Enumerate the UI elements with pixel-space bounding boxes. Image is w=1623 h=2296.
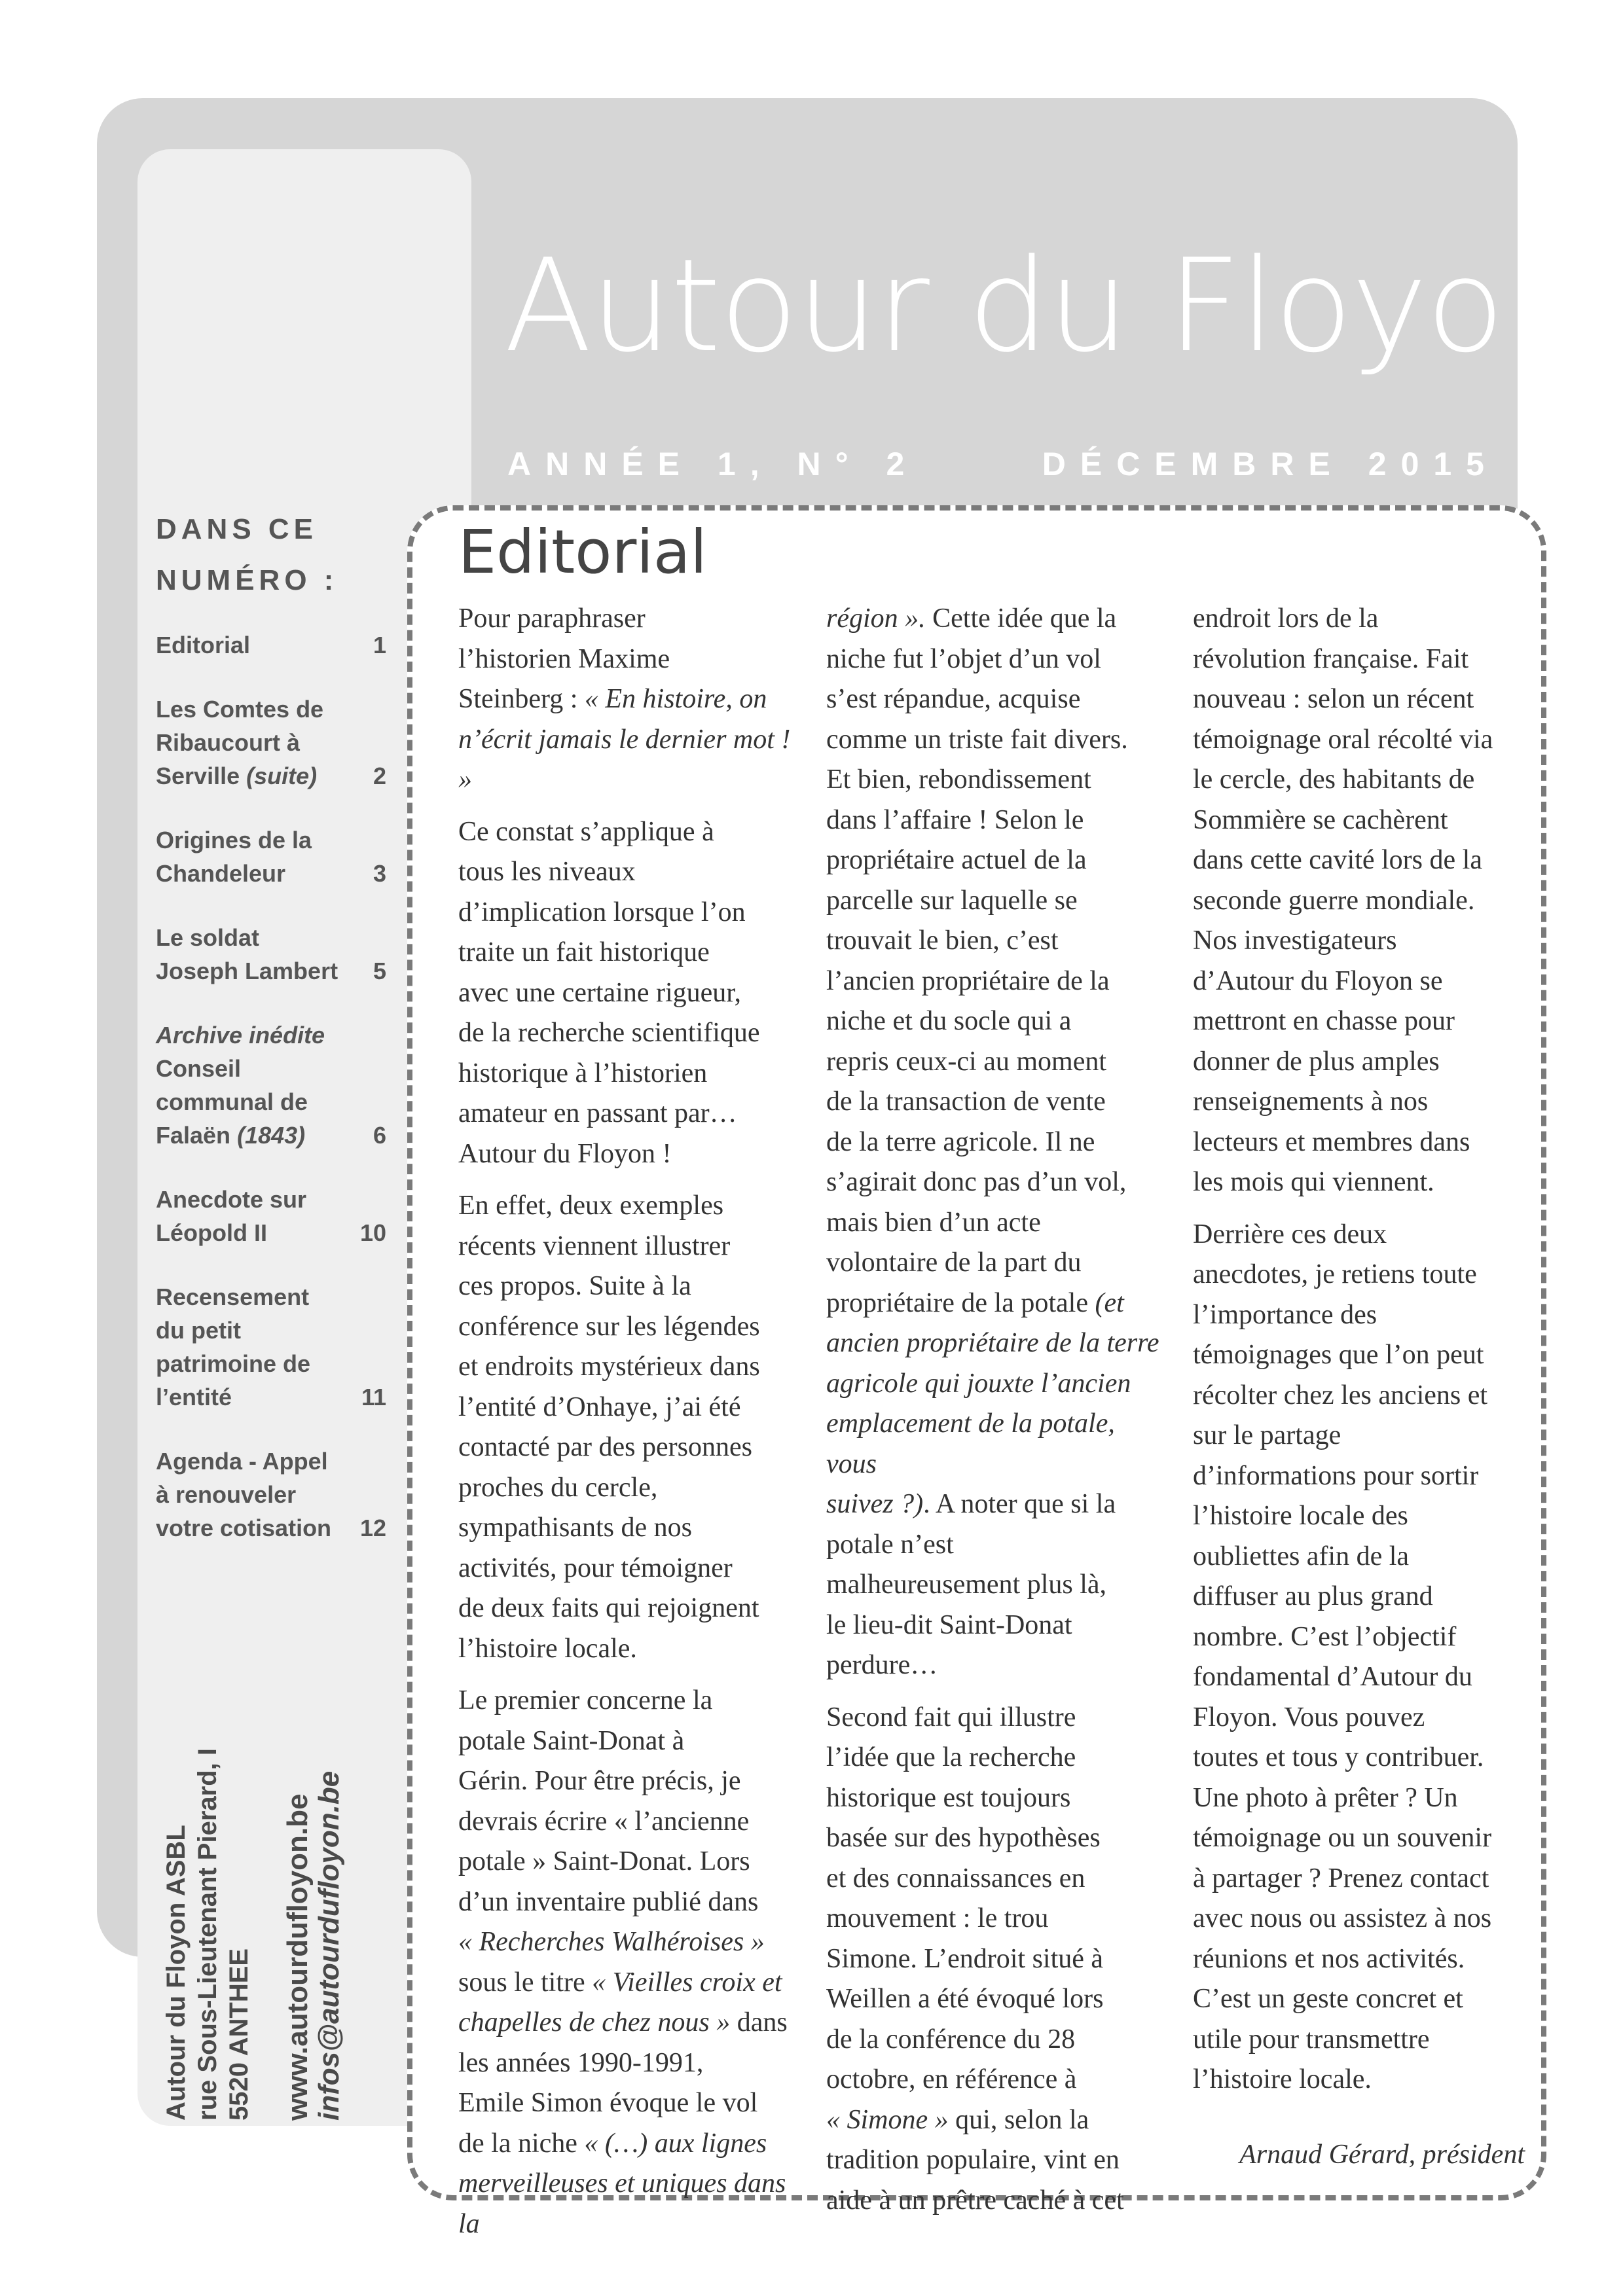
- contact-block: [160, 1597, 345, 2121]
- paragraph: endroit lors de la révolution française. Fait nouveau : selon un récent témoignage oral récolté via le cercle, des habitants de Sommière se cachèrent dans cette cavité lors de la seconde guerre mondiale. Nos investigateurs d’Autour du Floyon se mettront en chasse pour donner de plus amples renseignements à nos lecteurs et membres dans les mois qui viennent.: [1193, 603, 1493, 1197]
- editorial-column-1: [458, 599, 799, 2256]
- paragraph: région ». Cette idée que la niche fut l’objet d’un vol s’est répandue, acquise comme un triste fait divers. Et bien, rebondissement dans l’affaire ! Selon le propriétaire actuel de la parcelle sur laquelle se trouvait le bien, c’est l’ancien propriétaire de la niche et du socle qui a repris ceux-ci au moment de la transaction de vente de la terre agricole. Il ne s’agirait donc pas d’un vol, mais bien d’un acte volontaire de la part du propriétaire de la potale (et ancien propriétaire de la terre agricole qui jouxte l’ancien emplacement de la potale, vous suivez ?). A noter que si la potale n’est malheureusement plus là, le lieu-dit Saint-Donat perdure…: [826, 603, 1159, 1680]
- author-signature: Arnaud Gérard, président: [1239, 2140, 1525, 2170]
- toc-item[interactable]: Editorial 1: [156, 628, 386, 662]
- toc-heading: DANS CE NUMÉRO :: [156, 513, 338, 596]
- toc-page-number: 2: [373, 762, 386, 789]
- paragraph: Le premier concerne la potale Saint-Donat à Gérin. Pour être précis, je devrais écrire « l’ancienne potale » Saint-Donat. Lors d’un inventaire publié dans « Recherches Walhéroises » sous le titre « Vieilles croix et chapelles de chez nous » dans les années 1990-1991, Emile Simon évoque le vol de la niche « (…) aux lignes merveilleuses et uniques dans la: [458, 1685, 788, 2239]
- toc-item[interactable]: Agenda - Appel à renouveler votre cotisation 12: [156, 1444, 386, 1545]
- toc-page-number: 6: [373, 1122, 386, 1149]
- paragraph: Derrière ces deux anecdotes, je retiens toute l’importance des témoignages que l’on peut récolter chez les anciens et sur le partage d’informations pour sortir l’histoire locale des oubliettes afin de la diffuser au plus grand nombre. C’est l’objectif fondamental d’Autour du Floyon. Vous pouvez toutes et tous y contribuer. Une photo à prêter ? Un témoignage ou un souvenir à partager ? Prenez contact avec nous ou assistez à nos réunions et nos activités. C’est un geste concret et utile pour transmettre l’histoire locale.: [1193, 1219, 1492, 2094]
- paragraph: Pour paraphraser l’historien Maxime Steinberg : « En histoire, on n’écrit jamais le dernier mot ! »: [458, 603, 791, 795]
- toc-item[interactable]: Origines de la Chandeleur 3: [156, 823, 386, 890]
- toc-item[interactable]: Recensement du petit patrimoine de l’entité 11: [156, 1280, 386, 1414]
- editorial-column-3: [1193, 599, 1533, 2112]
- editorial-column-2: [826, 599, 1167, 2233]
- toc-item[interactable]: Les Comtes de Ribaucourt à Serville (suite) 2: [156, 692, 386, 793]
- table-of-contents: [156, 628, 386, 1545]
- issue-number: ANNÉE 1, N° 2: [507, 446, 919, 482]
- newsletter-title: Autour du Floyon: [504, 232, 1584, 381]
- toc-item[interactable]: Le soldat Joseph Lambert 5: [156, 921, 386, 988]
- email-link[interactable]: infos@autourdufloyon.be: [313, 1770, 345, 2121]
- toc-page-number: 5: [373, 958, 386, 984]
- toc-item[interactable]: Anecdote sur Léopold II 10: [156, 1183, 386, 1249]
- paragraph: En effet, deux exemples récents viennent illustrer ces propos. Suite à la conférence sur les légendes et endroits mystérieux dans l’entité d’Onhaye, j’ai été contacté par des personnes proches du cercle, sympathisants de nos activités, pour témoigner de deux faits qui rejoignent l’histoire locale.: [458, 1191, 760, 1664]
- toc-page-number: 11: [361, 1384, 386, 1410]
- toc-page-number: 10: [359, 1219, 386, 1246]
- website-link[interactable]: www.autourdufloyon.be: [282, 1793, 314, 2121]
- issue-date: DÉCEMBRE 2015: [1042, 446, 1499, 482]
- editorial-heading: Editorial: [458, 517, 707, 587]
- org-name: Autour du Floyon ASBL: [162, 1825, 191, 2121]
- toc-page-number: 3: [373, 860, 386, 887]
- toc-item[interactable]: Archive inédite Conseil communal de Falaën (1843) 6: [156, 1018, 386, 1152]
- toc-page-number: 1: [373, 632, 386, 658]
- paragraph: Ce constat s’applique à tous les niveaux d’implication lorsque l’on traite un fait historique avec une certaine rigueur, de la recherche scientifique historique à l’historien amateur en passant par… Autour du Floyon !: [458, 816, 760, 1169]
- city-address: 5520 ANTHEE: [225, 1948, 253, 2121]
- toc-page-number: 12: [359, 1515, 386, 1541]
- street-address: rue Sous-Lieutenant Pierard, I: [193, 1748, 222, 2121]
- paragraph: Second fait qui illustre l’idée que la recherche historique est toujours basée sur des hypothèses et des connaissances en mouvement : le trou Simone. L’endroit situé à Weillen a été évoqué lors de la conférence du 28 octobre, en référence à « Simone » qui, selon la tradition populaire, vint en aide à un prêtre caché à cet: [826, 1702, 1124, 2215]
